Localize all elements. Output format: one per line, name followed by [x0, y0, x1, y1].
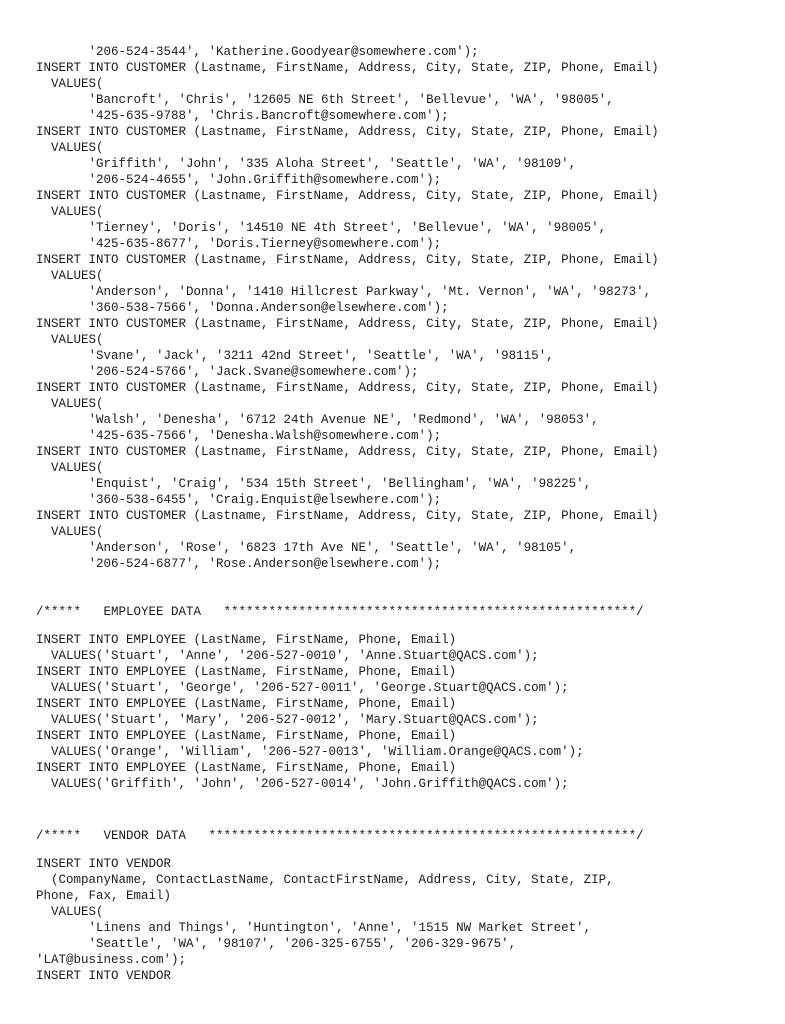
code-line: 'Walsh', 'Denesha', '6712 24th Avenue NE', 'Redmond', 'WA', '98053', — [36, 413, 599, 427]
code-line: VALUES( — [36, 461, 104, 475]
code-line: 'LAT@business.com'); — [36, 953, 187, 967]
code-line: '425-635-8677', 'Doris.Tierney@somewhere.com'); — [36, 237, 442, 251]
code-line: VALUES('Orange', 'William', '206-527-0013', 'William.Orange@QACS.com'); — [36, 745, 584, 759]
code-line: INSERT INTO VENDOR — [36, 857, 172, 871]
code-line: INSERT INTO CUSTOMER (Lastname, FirstName, Address, City, State, ZIP, Phone, Email) — [36, 125, 659, 139]
code-line: INSERT INTO EMPLOYEE (LastName, FirstName, Phone, Email) — [36, 633, 457, 647]
code-line: VALUES( — [36, 269, 104, 283]
code-line: INSERT INTO EMPLOYEE (LastName, FirstName, Phone, Email) — [36, 697, 457, 711]
code-line: 'Bancroft', 'Chris', '12605 NE 6th Street', 'Bellevue', 'WA', '98005', — [36, 93, 614, 107]
code-line: Phone, Fax, Email) — [36, 889, 172, 903]
code-line: VALUES( — [36, 525, 104, 539]
code-line: '206-524-6877', 'Rose.Anderson@elsewhere.com'); — [36, 557, 442, 571]
code-line: VALUES( — [36, 905, 104, 919]
code-line: '206-524-4655', 'John.Griffith@somewhere.com'); — [36, 173, 442, 187]
code-line: '360-538-6455', 'Craig.Enquist@elsewhere.com'); — [36, 493, 442, 507]
code-line: /***** VENDOR DATA *********************************************************/ — [36, 829, 644, 843]
code-line: '206-524-5766', 'Jack.Svane@somewhere.com'); — [36, 365, 419, 379]
code-line: '425-635-7566', 'Denesha.Walsh@somewhere.com'); — [36, 429, 442, 443]
code-line: VALUES( — [36, 141, 104, 155]
code-line: INSERT INTO VENDOR — [36, 969, 172, 983]
code-line: INSERT INTO CUSTOMER (Lastname, FirstName, Address, City, State, ZIP, Phone, Email) — [36, 317, 659, 331]
code-line: 'Tierney', 'Doris', '14510 NE 4th Street', 'Bellevue', 'WA', '98005', — [36, 221, 607, 235]
code-line: (CompanyName, ContactLastName, ContactFirstName, Address, City, State, ZIP, — [36, 873, 614, 887]
code-line: VALUES( — [36, 77, 104, 91]
code-line: VALUES( — [36, 205, 104, 219]
code-line: INSERT INTO CUSTOMER (Lastname, FirstName, Address, City, State, ZIP, Phone, Email) — [36, 445, 659, 459]
code-line: 'Enquist', 'Craig', '534 15th Street', 'Bellingham', 'WA', '98225', — [36, 477, 592, 491]
code-line: INSERT INTO CUSTOMER (Lastname, FirstName, Address, City, State, ZIP, Phone, Email) — [36, 253, 659, 267]
code-line: INSERT INTO CUSTOMER (Lastname, FirstName, Address, City, State, ZIP, Phone, Email) — [36, 509, 659, 523]
code-line: INSERT INTO CUSTOMER (Lastname, FirstName, Address, City, State, ZIP, Phone, Email) — [36, 61, 659, 75]
code-line: 'Svane', 'Jack', '3211 42nd Street', 'Seattle', 'WA', '98115', — [36, 349, 554, 363]
code-line: VALUES('Griffith', 'John', '206-527-0014', 'John.Griffith@QACS.com'); — [36, 777, 569, 791]
code-line: VALUES('Stuart', 'Anne', '206-527-0010', 'Anne.Stuart@QACS.com'); — [36, 649, 539, 663]
code-line: 'Seattle', 'WA', '98107', '206-325-6755', '206-329-9675', — [36, 937, 517, 951]
code-line: /***** EMPLOYEE DATA *******************************************************/ — [36, 605, 644, 619]
code-line: 'Anderson', 'Rose', '6823 17th Ave NE', 'Seattle', 'WA', '98105', — [36, 541, 577, 555]
code-line: VALUES( — [36, 333, 104, 347]
code-line: INSERT INTO EMPLOYEE (LastName, FirstName, Phone, Email) — [36, 761, 457, 775]
code-line: INSERT INTO EMPLOYEE (LastName, FirstName, Phone, Email) — [36, 729, 457, 743]
code-line: 'Griffith', 'John', '335 Aloha Street', 'Seattle', 'WA', '98109', — [36, 157, 577, 171]
code-line: VALUES( — [36, 397, 104, 411]
code-line: '206-524-3544', 'Katherine.Goodyear@somewhere.com'); — [36, 45, 479, 59]
code-line: 'Anderson', 'Donna', '1410 Hillcrest Parkway', 'Mt. Vernon', 'WA', '98273', — [36, 285, 652, 299]
code-line: 'Linens and Things', 'Huntington', 'Anne', '1515 NW Market Street', — [36, 921, 592, 935]
code-line: INSERT INTO CUSTOMER (Lastname, FirstName, Address, City, State, ZIP, Phone, Email) — [36, 189, 659, 203]
code-line: '360-538-7566', 'Donna.Anderson@elsewhere.com'); — [36, 301, 449, 315]
code-line: INSERT INTO EMPLOYEE (LastName, FirstName, Phone, Email) — [36, 665, 457, 679]
code-line: VALUES('Stuart', 'George', '206-527-0011', 'George.Stuart@QACS.com'); — [36, 681, 569, 695]
code-line: '425-635-9788', 'Chris.Bancroft@somewhere.com'); — [36, 109, 449, 123]
code-line: INSERT INTO CUSTOMER (Lastname, FirstName, Address, City, State, ZIP, Phone, Email) — [36, 381, 659, 395]
code-line: VALUES('Stuart', 'Mary', '206-527-0012', 'Mary.Stuart@QACS.com'); — [36, 713, 539, 727]
